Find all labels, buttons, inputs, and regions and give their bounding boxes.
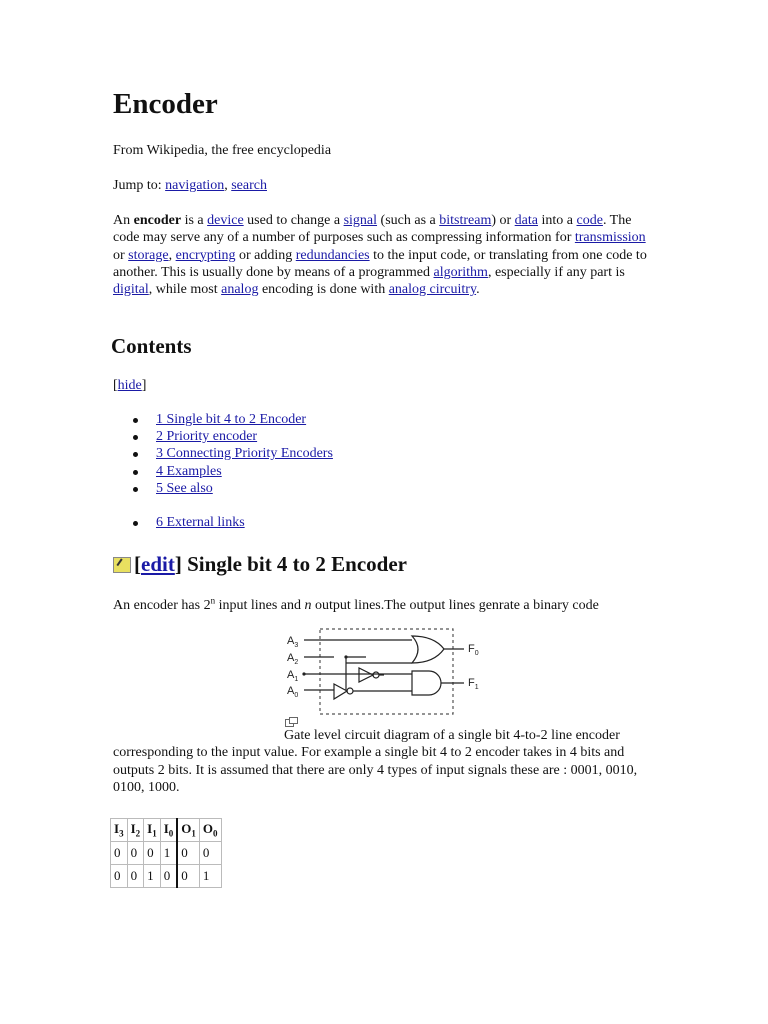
diagram-caption: Gate level circuit diagram of a single bit 4-to-2 line encoder: [284, 728, 620, 743]
desc-text: An encoder has 2: [113, 598, 211, 613]
link-data[interactable]: data: [514, 213, 538, 228]
header-cell: $I_3$: [111, 819, 128, 842]
table-cell: 0: [127, 865, 144, 888]
bracket-close: ]: [174, 552, 182, 576]
intro-text: ,: [168, 247, 176, 263]
intro-text: used to change a: [243, 213, 344, 228]
link-analog[interactable]: analog: [221, 282, 259, 298]
pencil-icon[interactable]: [113, 557, 131, 573]
table-row: [111, 865, 222, 888]
enlarge-icon[interactable]: [285, 717, 298, 727]
not-gate-1: [359, 668, 373, 682]
toc-link-4[interactable]: 4 Examples: [156, 463, 222, 479]
table-cell: 0: [199, 842, 221, 865]
table-cell: 0: [177, 842, 199, 865]
intro-text: ) or: [491, 213, 515, 228]
intro-paragraph: [113, 212, 653, 298]
desc-text: output lines.The output lines genrate a binary code: [311, 598, 599, 613]
input-label-a2: $A_2$: [287, 652, 299, 666]
contents-toggle: [113, 377, 146, 394]
table-cell: 0: [127, 842, 144, 865]
table-cell: 0: [144, 842, 161, 865]
desc-text: input lines and: [215, 598, 305, 613]
and-gate: [412, 671, 441, 695]
section-title: Single bit 4 to 2 Encoder: [181, 552, 408, 576]
table-header-row: [111, 819, 222, 842]
table-cell: 0: [160, 865, 177, 888]
table-cell: 1: [160, 842, 177, 865]
intro-text: into a: [538, 213, 577, 228]
table-cell: 0: [177, 865, 199, 888]
truth-table: [110, 818, 222, 888]
toc-item: [113, 411, 333, 428]
intro-text: An: [113, 213, 134, 228]
toc-item: [113, 445, 333, 462]
intro-text: .: [476, 282, 480, 298]
link-transmission[interactable]: transmission: [574, 230, 646, 246]
not-gate-0: [334, 684, 347, 699]
table-cell: 0: [111, 865, 128, 888]
table-cell: 1: [144, 865, 161, 888]
page-title: Encoder: [113, 88, 218, 120]
junction-dot: [344, 655, 347, 658]
table-row: [111, 842, 222, 865]
circuit-diagram[interactable]: [284, 627, 484, 717]
intro-text: , especially if any part is: [487, 264, 625, 280]
toc-item: [113, 480, 333, 497]
header-cell: $O_1$: [177, 819, 199, 842]
link-device[interactable]: device: [207, 213, 244, 228]
toc-link-3[interactable]: 3 Connecting Priority Encoders: [156, 446, 333, 462]
header-cell: $I_0$: [160, 819, 177, 842]
junction-dot: [302, 672, 305, 675]
toc-item: [113, 463, 333, 480]
table-cell: 0: [111, 842, 128, 865]
input-label-a1: $A_1$: [287, 669, 299, 683]
toc-item: [113, 514, 333, 531]
jump-prefix: Jump to:: [113, 178, 166, 193]
intro-bold-term: encoder: [133, 213, 182, 228]
bracket-close: ]: [141, 378, 147, 393]
toc-link-6[interactable]: 6 External links: [156, 514, 245, 530]
link-signal[interactable]: signal: [343, 213, 378, 228]
or-gate: [412, 636, 444, 663]
input-label-a3: $A_3$: [287, 635, 299, 649]
link-algorithm[interactable]: algorithm: [433, 264, 488, 280]
intro-text: to the input code, or translating from one code to another. This is usually done by means of a programmed: [113, 247, 647, 280]
header-cell: $O_0$: [199, 819, 221, 842]
intro-text: or adding: [235, 247, 296, 263]
intro-text: , while most: [148, 282, 222, 298]
contents-heading: Contents: [111, 334, 192, 358]
link-storage[interactable]: storage: [128, 247, 169, 263]
toc-link-5[interactable]: 5 See also: [156, 480, 213, 496]
exponent: n: [210, 595, 216, 606]
section-heading: [113, 552, 407, 577]
diagram-caption-paragraph: [113, 727, 653, 796]
input-label-a0: $A_0$: [287, 685, 299, 699]
header-cell: $I_1$: [144, 819, 161, 842]
search-link[interactable]: search: [231, 178, 267, 193]
intro-text: encoding is done with: [258, 282, 389, 298]
intro-text: . The code may serve any of a number of purposes such as compressing information for: [113, 213, 632, 246]
bracket-open: [: [113, 378, 118, 393]
output-label-f1: $F_1$: [468, 677, 479, 691]
encoder-description: [113, 597, 599, 614]
intro-text: (such as a: [377, 213, 440, 228]
navigation-link[interactable]: navigation: [165, 178, 225, 193]
link-digital[interactable]: digital: [113, 282, 149, 298]
variable-n: n: [304, 598, 312, 613]
intro-text: or: [113, 247, 129, 263]
output-label-f0: $F_0$: [468, 643, 479, 657]
jump-links: [113, 177, 267, 194]
jump-comma: ,: [224, 178, 232, 193]
tagline: From Wikipedia, the free encyclopedia: [113, 143, 332, 158]
link-analog-circuitry[interactable]: analog circuitry: [388, 282, 477, 298]
intro-text: is a: [181, 213, 208, 228]
link-bitstream[interactable]: bitstream: [439, 213, 492, 228]
edit-section-link[interactable]: edit: [141, 552, 175, 576]
toc-link-2[interactable]: 2 Priority encoder: [156, 429, 258, 445]
caption-continuation: corresponding to the input value. For example a single bit 4 to 2 encoder takes in 4 bits and outputs 2 bits. It is assumed that there are only 4 types of input signals these are : 0001, 0010, 0100, 1000.: [113, 745, 638, 795]
table-of-contents: [113, 411, 333, 531]
link-encrypting[interactable]: encrypting: [175, 247, 236, 263]
toc-link-1[interactable]: 1 Single bit 4 to 2 Encoder: [156, 412, 307, 427]
link-code[interactable]: code: [576, 213, 603, 228]
table-cell: 1: [199, 865, 221, 888]
link-redundancies[interactable]: redundancies: [295, 247, 370, 263]
hide-toc-link[interactable]: hide: [117, 378, 142, 393]
bracket-open: [: [134, 552, 141, 576]
toc-item: [113, 428, 333, 445]
header-cell: $I_2$: [127, 819, 144, 842]
